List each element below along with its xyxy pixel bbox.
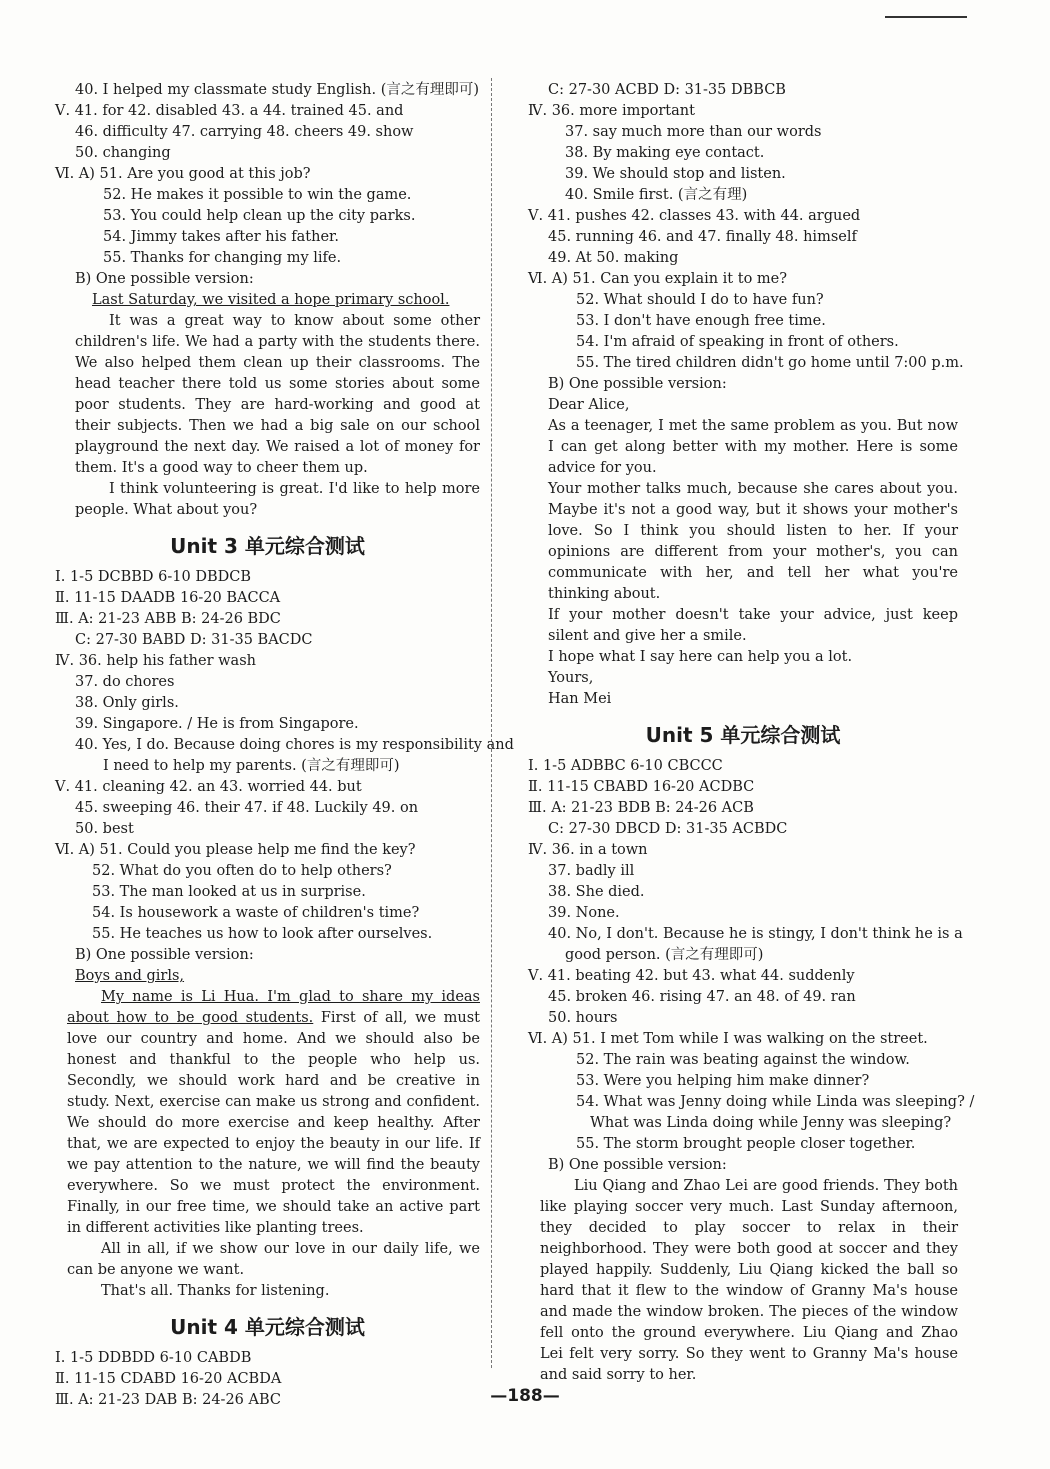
answer-line: 52. He makes it possible to win the game. [103,187,412,203]
answer-line: 54. Is housework a waste of children's time? [92,905,420,921]
answer-line: 39. Singapore. / He is from Singapore. [75,716,359,732]
answer-line: 50. changing [75,145,171,161]
answer-line: Ⅳ. 36. in a town [528,842,648,858]
answer-line: 38. She died. [548,884,645,900]
essay-underlined-sentence: My name is Li Hua. I'm glad to share my ideas about how to be good students. [67,989,480,1026]
answer-line: 55. The tired children didn't go home until 7:00 p.m. [576,355,964,371]
answer-line: Ⅲ. A: 21-23 BDB B: 24-26 ACB [528,800,754,816]
header-rule [885,16,967,18]
letter-closing: Yours, [548,670,594,686]
essay-paragraph [55,987,480,1239]
answer-line: 40. Yes, I do. Because doing chores is my responsibility and [75,737,514,753]
left-column [55,80,514,1411]
answer-line: Ⅰ. 1-5 DDBDD 6-10 CABDB [55,1350,252,1366]
answer-line: C: 27-30 ACBD D: 31-35 DBBCB [548,82,786,98]
answer-line: Ⅵ. A) 51. Are you good at this job? [55,166,311,182]
answer-line: 55. Thanks for changing my life. [103,250,342,266]
essay-text: First of all, we must love our country and home. And we should also be honest and thankful to the people who help us. Secondly, we should work hard and be creative in study. Next, exercise can make us strong and confident. We should do more exercise and keep healthy. After that, we are expected to enjoy the beauty in our life. If we pay attention to the nature, we will find the beauty everywhere. So we must protect the environment. Finally, in our free time, we should take an active part in different activities like planting trees. [67,1010,481,1236]
answer-line: B) One possible version: [548,376,727,392]
answer-line: 53. Were you helping him make dinner? [576,1073,870,1089]
answer-line: Ⅴ. 41. pushes 42. classes 43. with 44. argued [528,208,861,224]
answer-line: Ⅰ. 1-5 DCBBD 6-10 DBDCB [55,569,252,585]
answer-line: 37. badly ill [548,863,635,879]
letter-paragraph: As a teenager, I met the same problem as you. But now I can get along better with my mother. Here is some advice for you. [548,418,958,476]
answer-line: Ⅴ. 41. for 42. disabled 43. a 44. trained 45. and [55,103,404,119]
answer-line: C: 27-30 DBCD D: 31-35 ACBDC [548,821,788,837]
letter-signature: Han Mei [548,691,612,707]
essay-paragraph: I think volunteering is great. I'd like to help more people. What about you? [75,481,480,518]
answer-line: 38. Only girls. [75,695,179,711]
answer-line: good person. (言之有理即可) [565,947,764,963]
answer-line: Ⅱ. 11-15 CBABD 16-20 ACDBC [528,779,755,795]
answer-line: 54. What was Jenny doing while Linda was sleeping? / [576,1094,975,1110]
answer-line: 49. At 50. making [548,250,679,266]
answer-line: 37. do chores [75,674,175,690]
letter-paragraph: If your mother doesn't take your advice, just keep silent and give her a smile. [548,607,958,644]
answer-line: C: 27-30 BABD D: 31-35 BACDC [75,632,313,648]
unit-4-title: Unit 4 单元综合测试 [170,1315,365,1339]
answer-line: 40. I helped my classmate study English. (言之有理即可) [75,82,480,98]
answer-line: Ⅱ. 11-15 CDABD 16-20 ACBDA [55,1371,282,1387]
answer-line: I need to help my parents. (言之有理即可) [103,758,400,774]
right-column [528,80,975,1386]
essay-paragraph: All in all, if we show our love in our daily life, we can be anyone we want. [67,1241,480,1278]
answer-line: Ⅴ. 41. cleaning 42. an 43. worried 44. but [55,779,362,795]
answer-line: 54. Jimmy takes after his father. [103,229,340,245]
answer-line: 38. By making eye contact. [565,145,765,161]
answer-line: 53. I don't have enough free time. [576,313,826,329]
letter-paragraph: Your mother talks much, because she cares about you. Maybe it's not a good way, but it shows your mother's love. So I think you should listen to her. If your opinions are different from your mother's, you can communicate with her, and tell her what you're thinking about. [548,481,958,602]
answer-line: 40. Smile first. (言之有理) [565,187,748,203]
unit-3-title: Unit 3 单元综合测试 [170,534,365,558]
answer-line: Ⅴ. 41. beating 42. but 43. what 44. suddenly [528,968,855,984]
essay-paragraph: It was a great way to know about some other children's life. We had a party with the students there. We also helped them clean up their classrooms. The head teacher there told us some stories about some poor students. They are hard-working and good at their subjects. Then we had a big sale on our school playground the next day. We raised a lot of money for them. It's a good way to cheer them up. [75,313,480,476]
answer-line: 45. sweeping 46. their 47. if 48. Luckily 49. on [75,800,419,816]
answer-line: Ⅲ. A: 21-23 DAB B: 24-26 ABC [55,1392,281,1408]
answer-line: Ⅵ. A) 51. Could you please help me find the key? [55,842,416,858]
answer-line: 45. broken 46. rising 47. an 48. of 49. ran [548,989,856,1005]
answer-line: Ⅲ. A: 21-23 ABB B: 24-26 BDC [55,611,281,627]
answer-line: 39. None. [548,905,620,921]
answer-line: Ⅵ. A) 51. Can you explain it to me? [528,271,788,287]
answer-line: Ⅰ. 1-5 ADBBC 6-10 CBCCC [528,758,723,774]
answer-line: 39. We should stop and listen. [565,166,786,182]
answer-line: 53. The man looked at us in surprise. [92,884,366,900]
answer-line: 46. difficulty 47. carrying 48. cheers 49. show [75,124,414,140]
answer-line: 55. He teaches us how to look after ourselves. [92,926,433,942]
answer-line: Ⅳ. 36. more important [528,103,695,119]
answer-line: 50. hours [548,1010,618,1026]
answer-line: 55. The storm brought people closer together. [576,1136,916,1152]
answer-line: Ⅳ. 36. help his father wash [55,653,256,669]
essay-greeting: Boys and girls, [75,968,185,984]
answer-line: 52. What do you often do to help others? [92,863,392,879]
answer-line: 50. best [75,821,134,837]
letter-greeting: Dear Alice, [548,397,630,413]
essay-first-line: Last Saturday, we visited a hope primary school. [92,292,450,308]
unit-5-title: Unit 5 单元综合测试 [645,723,841,747]
answer-line: 52. What should I do to have fun? [576,292,824,308]
answer-line: 52. The rain was beating against the window. [576,1052,910,1068]
column-divider [491,78,492,1368]
answer-line: 54. I'm afraid of speaking in front of others. [576,334,899,350]
answer-line: B) One possible version: [548,1157,727,1173]
essay-paragraph: That's all. Thanks for listening. [101,1283,330,1299]
answer-line: What was Linda doing while Jenny was sleeping? [590,1115,952,1131]
essay-paragraph: Liu Qiang and Zhao Lei are good friends. They both like playing soccer very much. Last Sunday afternoon, they decided to play soccer to relax in their neighborhood. They were both good at soccer and they played happily. Suddenly, Liu Qiang kicked the ball so hard that it flew to the window of Granny Ma's house and made the window broken. The pieces of the window fell onto the ground everywhere. Liu Qiang and Zhao Lei felt very sorry. So they went to Granny Ma's house and said sorry to her. [540,1178,958,1383]
page-number: —188— [490,1386,560,1406]
letter-paragraph: I hope what I say here can help you a lot. [548,649,853,665]
answer-line: 45. running 46. and 47. finally 48. himself [548,229,857,245]
answer-line: 37. say much more than our words [565,124,822,140]
answer-line: B) One possible version: [75,271,254,287]
answer-line: B) One possible version: [75,947,254,963]
answer-line: 53. You could help clean up the city parks. [103,208,416,224]
answer-line: Ⅵ. A) 51. I met Tom while I was walking on the street. [528,1031,928,1047]
answer-line: Ⅱ. 11-15 DAADB 16-20 BACCA [55,590,281,606]
answer-line: 40. No, I don't. Because he is stingy, I don't think he is a [548,926,963,942]
